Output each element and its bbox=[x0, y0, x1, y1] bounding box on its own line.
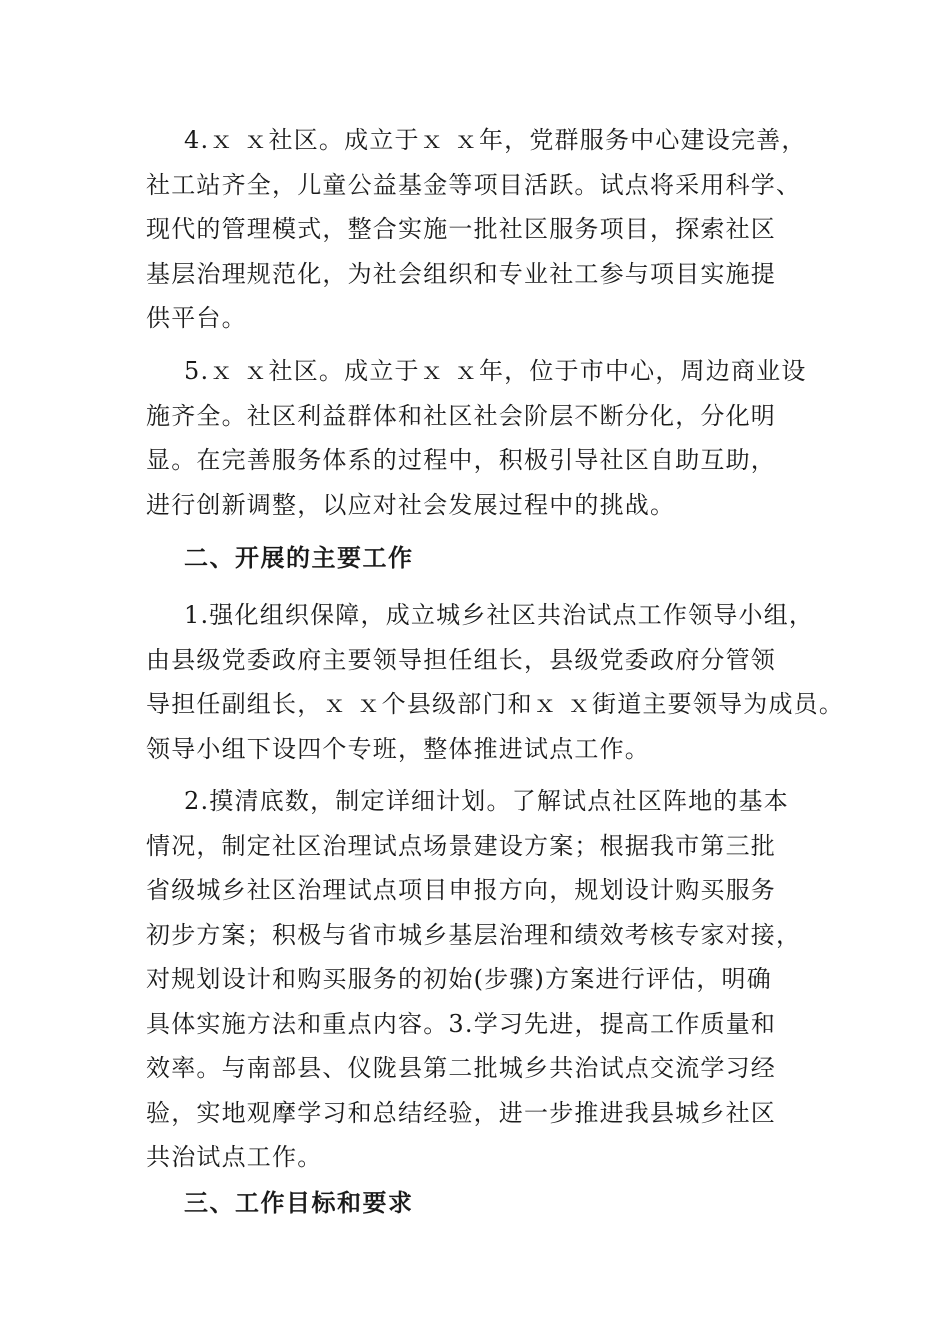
text-line: 由县级党委政府主要领导担任组长，县级党委政府分管领 bbox=[146, 645, 776, 674]
section-heading-goals: 三、工作目标和要求 bbox=[184, 1189, 414, 1217]
text-line: 领导小组下设四个专班，整体推进试点工作。 bbox=[146, 734, 650, 763]
paragraph-work-item-1 bbox=[146, 593, 845, 771]
text-line: 基层治理规范化，为社会组织和专业社工参与项目实施提 bbox=[146, 259, 776, 288]
text-line: 4.ｘ ｘ社区。成立于ｘ ｘ年，党群服务中心建设完善， bbox=[184, 126, 807, 154]
text-line: 施齐全。社区利益群体和社区社会阶层不断分化，分化明 bbox=[146, 401, 776, 430]
text-line: 进行创新调整，以应对社会发展过程中的挑战。 bbox=[146, 490, 676, 519]
text-line: 5.ｘ ｘ社区。成立于ｘ ｘ年，位于市中心，周边商业设 bbox=[184, 357, 807, 385]
text-line: 验，实地观摩学习和总结经验，进一步推进我县城乡社区 bbox=[146, 1098, 776, 1127]
text-line: 社工站齐全，儿童公益基金等项目活跃。试点将采用科学、 bbox=[146, 170, 802, 199]
text-line: 2.摸清底数，制定详细计划。了解试点社区阵地的基本 bbox=[184, 787, 789, 815]
text-line: 现代的管理模式，整合实施一批社区服务项目，探索社区 bbox=[146, 215, 776, 243]
text-line: 供平台。 bbox=[146, 304, 247, 332]
text-line: 具体实施方法和重点内容。3.学习先进，提高工作质量和 bbox=[146, 1009, 777, 1038]
paragraph-work-item-2 bbox=[146, 779, 826, 1180]
text-line: 1.强化组织保障，成立城乡社区共治试点工作领导小组， bbox=[184, 601, 815, 629]
text-line: 效率。与南部县、仪陇县第二批城乡共治试点交流学习经 bbox=[146, 1054, 776, 1082]
paragraph-community-4 bbox=[146, 118, 826, 341]
text-line: 省级城乡社区治理试点项目申报方向，规划设计购买服务 bbox=[146, 876, 776, 904]
text-line: 共治试点工作。 bbox=[146, 1143, 323, 1171]
text-line: 情况，制定社区治理试点场景建设方案；根据我市第三批 bbox=[146, 831, 776, 860]
paragraph-community-5 bbox=[146, 349, 826, 527]
text-line: 对规划设计和购买服务的初始(步骤)方案进行评估，明确 bbox=[146, 965, 772, 993]
text-line: 导担任副组长，ｘ ｘ个县级部门和ｘ ｘ街道主要领导为成员。 bbox=[146, 690, 845, 718]
text-line: 初步方案；积极与省市城乡基层治理和绩效考核专家对接， bbox=[146, 920, 802, 949]
section-heading-main-work: 二、开展的主要工作 bbox=[184, 544, 414, 572]
text-line: 显。在完善服务体系的过程中，积极引导社区自助互助， bbox=[146, 446, 776, 474]
